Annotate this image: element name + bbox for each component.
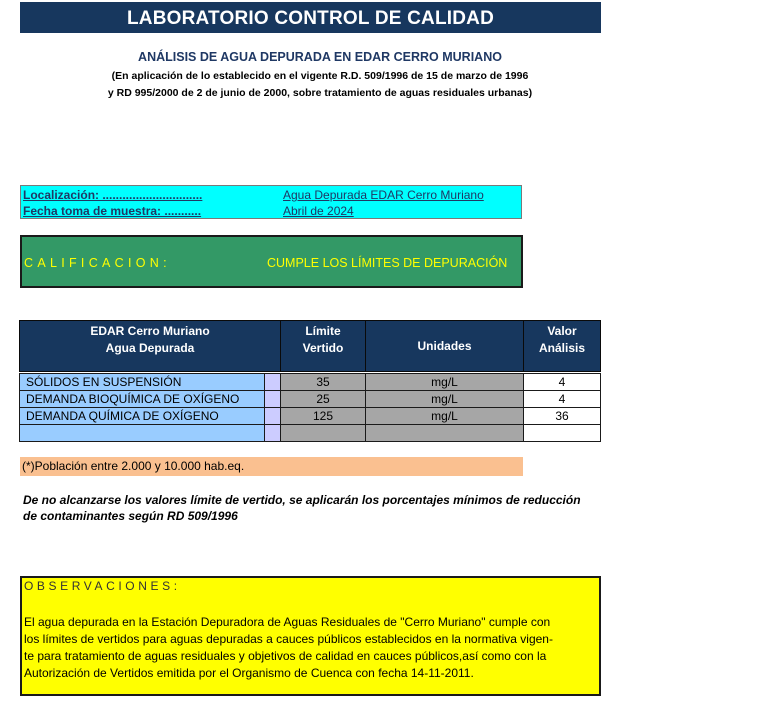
reduction-warning (23, 492, 643, 524)
header-sample-line-1: EDAR Cerro Muriano (90, 324, 210, 338)
header-value-line-1: Valor (547, 324, 577, 338)
table-header-row (20, 321, 601, 372)
table-row (20, 408, 601, 425)
location-label: Localización: .............................. (23, 188, 203, 202)
parameter-name: SÓLIDOS EN SUSPENSIÓN (20, 374, 265, 391)
header-sample-line-2: Agua Depurada (105, 341, 195, 355)
row-accent-cell (264, 374, 280, 391)
sample-date-value: Abril de 2024 (283, 204, 354, 218)
limit-cell (281, 425, 366, 442)
value-cell: 36 (524, 408, 601, 425)
table-row (20, 425, 601, 442)
header-value-line-2: Análisis (538, 341, 586, 355)
unit-cell (366, 425, 524, 442)
limit-cell: 35 (281, 374, 366, 391)
unit-cell: mg/L (366, 391, 524, 408)
qualification-value: CUMPLE LOS LÍMITES DE DEPURACIÓN (267, 256, 508, 270)
observations-line: los límites de vertidos para aguas depuradas a cauces públicos establecidos en la normativa vigen- (24, 632, 553, 646)
header-limit (281, 321, 366, 372)
location-value: Agua Depurada EDAR Cerro Muriano (283, 188, 484, 202)
observations-line: te para tratamiento de aguas residuales y objetivos de calidad en cauces públicos,así como con la (24, 649, 547, 663)
row-accent-cell (264, 391, 280, 408)
limit-cell: 125 (281, 408, 366, 425)
table-row (20, 374, 601, 391)
header-limit-line-1: Límite (305, 324, 341, 338)
limit-cell: 25 (281, 391, 366, 408)
results-table (19, 320, 601, 442)
observations-text (24, 614, 598, 682)
location-box (20, 185, 522, 219)
warning-line-2: de contaminantes según RD 509/1996 (23, 509, 238, 523)
page-banner: LABORATORIO CONTROL DE CALIDAD (20, 2, 601, 33)
header-units: Unidades (366, 321, 524, 372)
unit-cell: mg/L (366, 408, 524, 425)
value-cell: 4 (524, 374, 601, 391)
parameter-name: DEMANDA QUÍMICA DE OXÍGENO (20, 408, 265, 425)
qualification-label: CALIFICACION: (24, 256, 171, 270)
parameter-name (20, 425, 265, 442)
unit-cell: mg/L (366, 374, 524, 391)
warning-line-1: De no alcanzarse los valores límite de vertido, se aplicarán los porcentajes mínimos de reducción (23, 493, 581, 507)
sample-date-label: Fecha toma de muestra: ........... (23, 204, 202, 218)
report-subtitle: ANÁLISIS DE AGUA DEPURADA EN EDAR CERRO MURIANO (138, 50, 502, 64)
header-limit-line-2: Vertido (302, 341, 344, 355)
observations-line: Autorización de Vertidos emitida por el Organismo de Cuenca con fecha 14-11-2011. (24, 666, 474, 680)
observations-box (20, 576, 601, 696)
qualification-box (20, 235, 523, 288)
regulation-reference-line-2: y RD 995/2000 de 2 de junio de 2000, sobre tratamiento de aguas residuales urbanas) (107, 87, 533, 99)
value-cell: 4 (524, 391, 601, 408)
regulation-reference-line-1: (En aplicación de lo establecido en el vigente R.D. 509/1996 de 15 de marzo de 1996 (111, 70, 529, 82)
row-accent-cell (264, 425, 280, 442)
row-accent-cell (264, 408, 280, 425)
header-sample (20, 321, 281, 372)
observations-line: El agua depurada en la Estación Depuradora de Aguas Residuales de "Cerro Muriano" cumple con (24, 615, 551, 629)
population-note: (*)Población entre 2.000 y 10.000 hab.eq. (20, 457, 523, 476)
observations-label: OBSERVACIONES: (24, 579, 181, 593)
value-cell (524, 425, 601, 442)
parameter-name: DEMANDA BIOQUÍMICA DE OXÍGENO (20, 391, 265, 408)
table-row (20, 391, 601, 408)
header-value (524, 321, 601, 372)
